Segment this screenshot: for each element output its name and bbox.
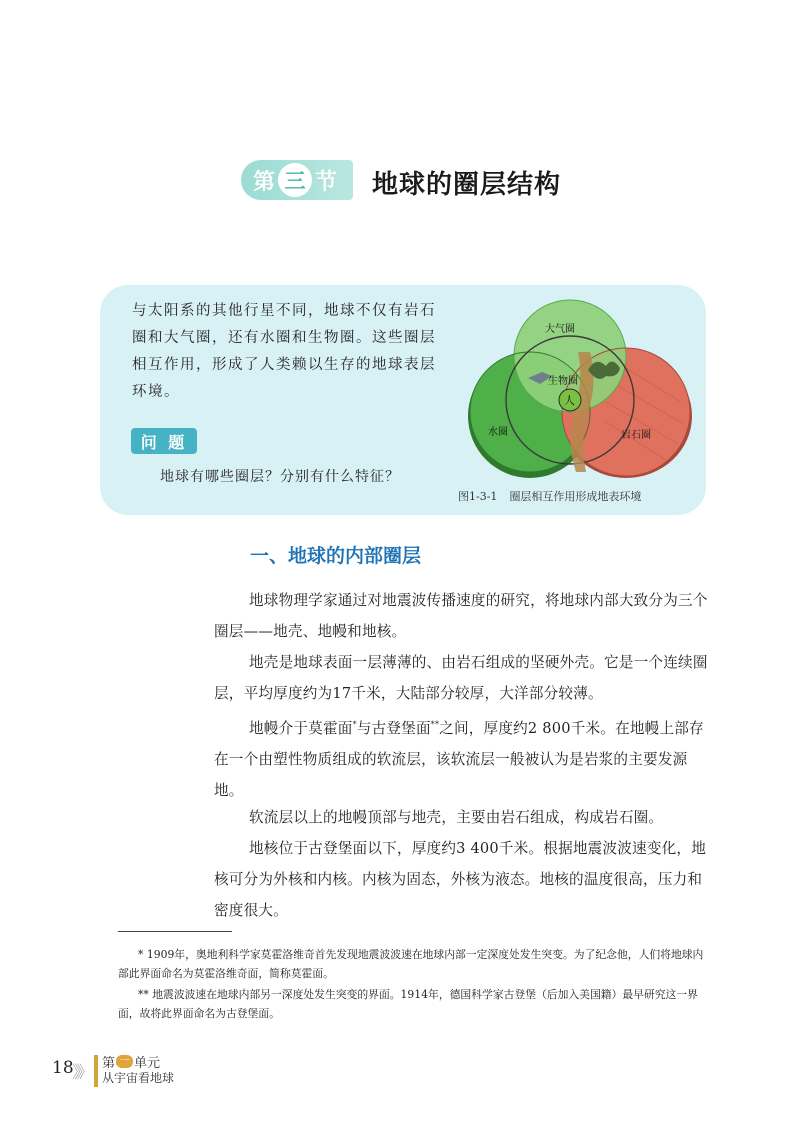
section-number: 三 — [278, 163, 312, 197]
figure-caption-text: 圈层相互作用形成地表环境 — [509, 490, 642, 503]
label-atmosphere: 大气圈 — [545, 324, 575, 335]
footnote-divider — [118, 931, 232, 932]
label-biosphere: 生物圈 — [548, 376, 578, 387]
section-badge — [241, 160, 353, 200]
footnote-2: ** 地震波波速在地球内部另一深度处发生突变的界面。1914年，德国科学家古登堡（后加入美国籍）最早研究这一界面，故将此界面命名为古登堡面。 — [118, 988, 698, 1020]
paragraph-2: 地壳是地球表面一层薄薄的、由岩石组成的坚硬外壳。它是一个连续圈层，平均厚度约为17千米，大陆部分较厚，大洋部分较薄。 — [214, 654, 708, 702]
unit-prefix: 第 — [102, 1056, 116, 1071]
figure-caption — [458, 488, 653, 504]
label-human: 人 — [564, 394, 575, 407]
figure-caption-number: 图1-3-1 — [458, 490, 498, 503]
spheres-venn-figure — [466, 292, 702, 488]
paragraph-3 — [214, 709, 710, 806]
subsection-heading: 一、地球的内部圈层 — [250, 545, 422, 567]
question-label: 问 题 — [131, 428, 197, 454]
section-title: 地球的圈层结构 — [372, 170, 562, 200]
unit-number: 一 — [116, 1055, 133, 1068]
unit-suffix: 单元 — [134, 1056, 161, 1071]
footnote-1: * 1909年，奥地利科学家莫霍洛维奇首先发现地震波波速在地球内部一定深度处发生突变。为了纪念他，人们将地球内部此界面命名为莫霍洛维奇面，简称莫霍面。 — [118, 948, 704, 980]
unit-title: 从宇宙看地球 — [102, 1071, 175, 1085]
label-hydrosphere: 水圈 — [488, 427, 508, 438]
intro-text: 与太阳系的其他行星不同，地球不仅有岩石圈和大气圈，还有水圈和生物圈。这些圈层相互作用，形成了人类赖以生存的地球表层环境。 — [132, 303, 436, 400]
paragraph-3-c: 之间，厚度约2 800千米。在地幔上部存在一个由塑性物质组成的软流层，该软流层一般被认为是岩浆的主要发源地。 — [214, 719, 704, 799]
footer-divider — [94, 1055, 98, 1087]
label-lithosphere: 岩石圈 — [621, 430, 651, 441]
question-text: 地球有哪些圈层？分别有什么特征？ — [160, 469, 400, 485]
paragraph-3-a: 地幔介于莫霍面 — [249, 719, 353, 737]
chevrons-icon: 》》 — [72, 1063, 90, 1083]
section-suffix: 节 — [315, 169, 338, 195]
page-number: 18 — [52, 1058, 74, 1078]
footnote-mark-1: * — [352, 720, 357, 729]
paragraph-1: 地球物理学家通过对地震波传播速度的研究，将地球内部大致分为三个圈层——地壳、地幔和地核。 — [214, 592, 708, 640]
paragraph-3-b: 与古登堡面 — [356, 719, 431, 737]
paragraph-4: 软流层以上的地幔顶部与地壳，主要由岩石组成，构成岩石圈。 — [249, 809, 664, 826]
paragraph-5: 地核位于古登堡面以下，厚度约3 400千米。根据地震波波速变化，地核可分为外核和内核。内核为固态，外核为液态。地核的温度很高，压力和密度很大。 — [214, 840, 707, 919]
section-prefix: 第 — [253, 169, 276, 195]
footnote-mark-2: ** — [430, 720, 440, 729]
